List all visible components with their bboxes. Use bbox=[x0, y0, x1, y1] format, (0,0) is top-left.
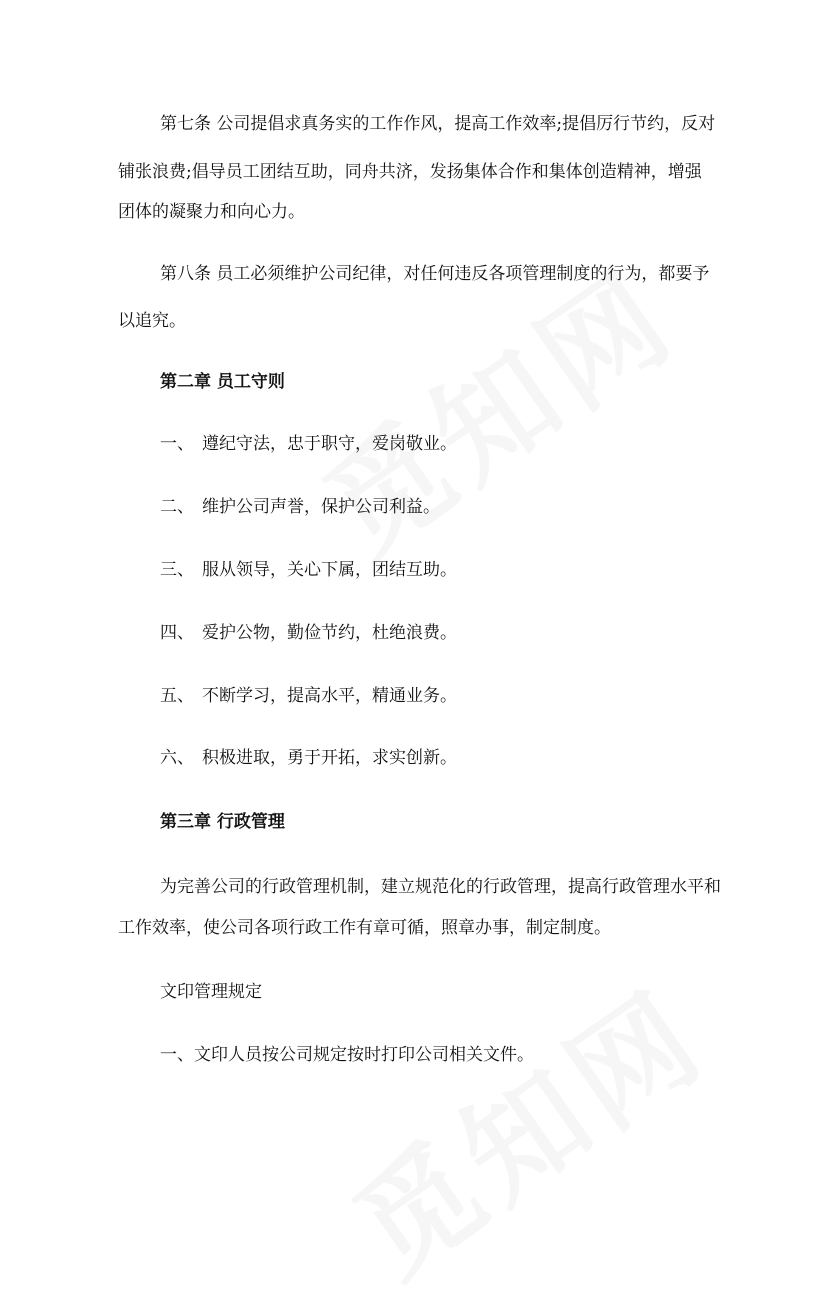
chapter-3-heading: 第三章 行政管理 bbox=[160, 812, 285, 832]
list-item bbox=[160, 621, 457, 645]
article-7-line-3: 团体的凝聚力和向心力。 bbox=[118, 202, 305, 222]
article-7-line-1: 第七条 公司提倡求真务实的工作作风，提高工作效率;提倡厉行节约，反对 bbox=[160, 114, 716, 134]
watermark bbox=[316, 944, 734, 1308]
list-item-number: 一、 bbox=[160, 434, 194, 454]
list-item bbox=[160, 684, 457, 708]
chapter-3-intro-line-2: 工作效率，使公司各项行政工作有章可循，照章办事，制定制度。 bbox=[118, 918, 611, 938]
list-item-text: 积极进取，勇于开拓，求实创新。 bbox=[202, 748, 457, 768]
list-item-number: 二、 bbox=[160, 497, 194, 517]
article-7-line-2: 铺张浪费;倡导员工团结互助，同舟共济，发扬集体合作和集体创造精神，增强 bbox=[118, 162, 702, 182]
article-8-line-2: 以追究。 bbox=[118, 311, 186, 331]
rule-1: 一、文印人员按公司规定按时打印公司相关文件。 bbox=[160, 1045, 534, 1065]
list-item-text: 维护公司声誉，保护公司利益。 bbox=[202, 497, 440, 517]
list-item-text: 不断学习，提高水平，精通业务。 bbox=[202, 686, 457, 706]
list-item bbox=[160, 746, 457, 770]
chapter-3-intro-line-1: 为完善公司的行政管理机制，建立规范化的行政管理，提高行政管理水平和 bbox=[160, 877, 721, 897]
list-item-text: 遵纪守法，忠于职守，爱岗敬业。 bbox=[202, 434, 457, 454]
list-item-text: 服从领导，关心下属，团结互助。 bbox=[202, 560, 457, 580]
list-item bbox=[160, 558, 457, 582]
list-item-number: 三、 bbox=[160, 560, 194, 580]
list-item-number: 六、 bbox=[160, 748, 194, 768]
list-item-text: 爱护公物，勤俭节约，杜绝浪费。 bbox=[202, 623, 457, 643]
article-8-line-1: 第八条 员工必须维护公司纪律，对任何违反各项管理制度的行为，都要予 bbox=[160, 264, 710, 284]
section-subtitle: 文印管理规定 bbox=[160, 982, 262, 1002]
list-item-number: 五、 bbox=[160, 686, 194, 706]
chapter-2-heading: 第二章 员工守则 bbox=[160, 372, 285, 392]
list-item-number: 四、 bbox=[160, 623, 194, 643]
list-item bbox=[160, 432, 457, 456]
list-item bbox=[160, 495, 440, 519]
